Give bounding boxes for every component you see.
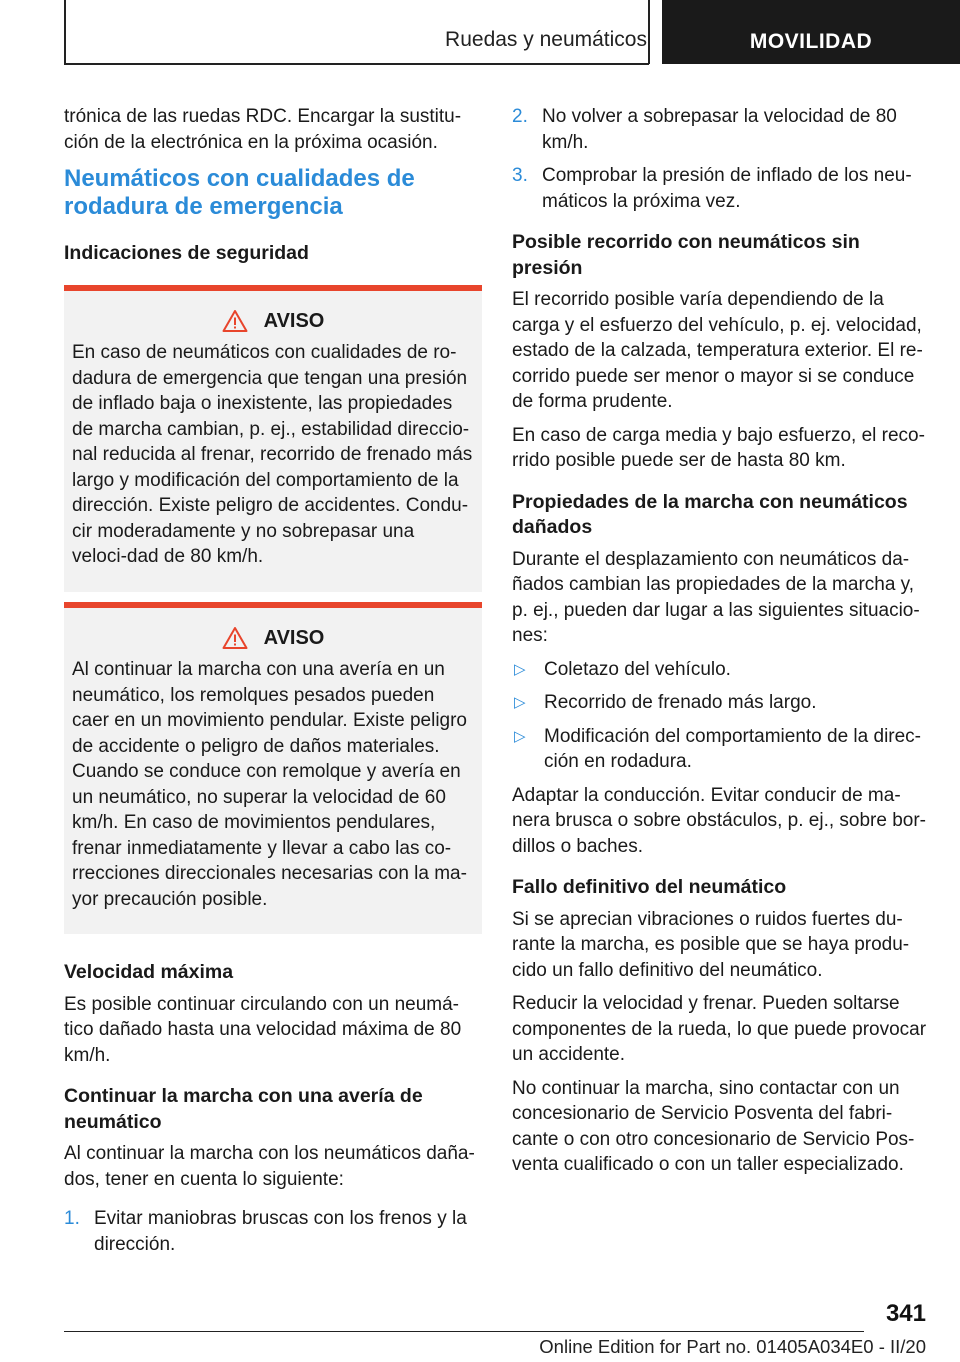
warning-notice-1 xyxy=(64,285,482,592)
warning-triangle-icon xyxy=(222,309,248,333)
notice-title: AVISO xyxy=(263,626,325,649)
header-left-rule xyxy=(64,0,66,64)
list-item xyxy=(512,657,928,683)
footer-edition-text: Online Edition for Part no. 01405A034E0 - II/20 xyxy=(539,1336,926,1357)
failure-paragraph-1: Si se aprecian vibraciones o ruidos fuertes du-rante la marcha, es posible que se haya produ-cido un fallo definitivo del neumático. xyxy=(512,908,910,981)
list-item-text: Modificación del comportamiento de la direc-ción en rodadura. xyxy=(544,725,922,772)
header-section-title: Ruedas y neumáticos xyxy=(445,28,647,51)
step-text: No volver a sobrepasar la velocidad de 80 km/h. xyxy=(542,106,897,153)
props-heading: Propiedades de la marcha con neumáticos dañados xyxy=(512,490,908,538)
max-speed-paragraph: Es posible continuar circulando con un neumá-tico dañado hasta una velocidad máxima de 80 km/h. xyxy=(64,993,462,1066)
step-item-2 xyxy=(512,104,928,155)
header-separator xyxy=(648,0,650,64)
notice-title: AVISO xyxy=(263,309,325,332)
intro-paragraph: trónica de las ruedas RDC. Encargar la sustitu-ción de la electrónica en la próxima ocasión. xyxy=(64,106,462,153)
step-item-3 xyxy=(512,163,928,214)
adapt-paragraph: Adaptar la conducción. Evitar conducir de ma-nera brusca o sobre obstáculos, p. ej., sobre bor-dillos o baches. xyxy=(512,784,927,857)
notice-title-row xyxy=(72,626,474,652)
range-paragraph-1: El recorrido posible varía dependiendo de la carga y el esfuerzo del vehículo, p. ej. velocidad, estado de la calzada, temperatura exterior. El re-corrido puede ser menor o mayor si se conduce de forma prudente. xyxy=(512,289,923,412)
page-number: 341 xyxy=(885,1300,926,1327)
notice-text: En caso de neumáticos con cualidades de ro-dadura de emergencia que tengan una presión de inflado baja o inexistente, las propiedades de marcha cambian, p. ej., estabilidad direccio-nal reducida al frenar, recorrido de frenado más largo y modificación del comportamiento de la dirección. Existe peligro de accidentes. Condu-cir moderadamente y no sobrepasar una veloci-dad de 80 km/h. xyxy=(72,342,473,567)
step-text: Comprobar la presión de inflado de los neu-máticos la próxima vez. xyxy=(542,165,912,212)
header-chapter-tab: MOVILIDAD xyxy=(662,0,960,64)
notice-text: Al continuar la marcha con una avería en un neumático, los remolques pesados pueden caer en un movimiento pendular. Existe peligro de accidente o peligro de daños materiales. Cuando se conduce con remolque y avería en un neumático, no superar la velocidad de 60 km/h. En caso de movimientos pendulares, frenar inmediatamente y llevar a cabo las co-rrecciones direccionales necesarias con la ma-yor precaución posible. xyxy=(72,659,468,910)
list-item xyxy=(512,690,928,716)
safety-heading: Indicaciones de seguridad xyxy=(64,242,309,264)
failure-paragraph-2: Reducir la velocidad y frenar. Pueden soltarse componentes de la rueda, lo que puede provocar un accidente. xyxy=(512,993,927,1065)
step-number: 3. xyxy=(512,165,528,186)
left-column xyxy=(64,104,482,1265)
continue-heading: Continuar la marcha con una avería de neumático xyxy=(64,1085,423,1133)
continue-paragraph: Al continuar la marcha con los neumáticos daña-dos, tener en cuenta lo siguiente: xyxy=(64,1143,475,1190)
list-item-text: Recorrido de frenado más largo. xyxy=(544,692,817,713)
step-number: 1. xyxy=(64,1208,80,1229)
right-column xyxy=(512,104,928,1186)
list-item xyxy=(512,724,928,775)
failure-heading: Fallo definitivo del neumático xyxy=(512,876,787,898)
step-number: 2. xyxy=(512,106,528,127)
bullet-triangle-icon: ▷ xyxy=(514,727,526,745)
section-title: Neumáticos con cualidades de rodadura de emergencia xyxy=(64,165,415,220)
footer-rule xyxy=(64,1331,864,1332)
max-speed-heading: Velocidad máxima xyxy=(64,961,234,983)
range-paragraph-2: En caso de carga media y bajo esfuerzo, el reco-rrido posible puede ser de hasta 80 km. xyxy=(512,424,925,471)
step-text: Evitar maniobras bruscas con los frenos y la dirección. xyxy=(94,1208,467,1255)
failure-paragraph-3: No continuar la marcha, sino contactar con un concesionario de Servicio Posventa del fabri-cante o con otro concesionario de Servicio Pos-venta cualificado o con un taller especializado. xyxy=(512,1077,915,1175)
bullet-triangle-icon: ▷ xyxy=(514,694,526,711)
range-heading: Posible recorrido con neumáticos sin presión xyxy=(512,231,860,279)
step-item-1 xyxy=(64,1206,482,1257)
warning-notice-2 xyxy=(64,602,482,935)
header-rule xyxy=(64,63,649,65)
warning-triangle-icon xyxy=(222,626,248,650)
list-item-text: Coletazo del vehículo. xyxy=(544,658,731,680)
notice-title-row xyxy=(72,309,474,335)
bullet-triangle-icon: ▷ xyxy=(514,660,526,678)
props-paragraph: Durante el desplazamiento con neumáticos da-ñados cambian las propiedades de la marcha y, p. ej., pueden dar lugar a las siguientes situacio-nes: xyxy=(512,548,920,646)
